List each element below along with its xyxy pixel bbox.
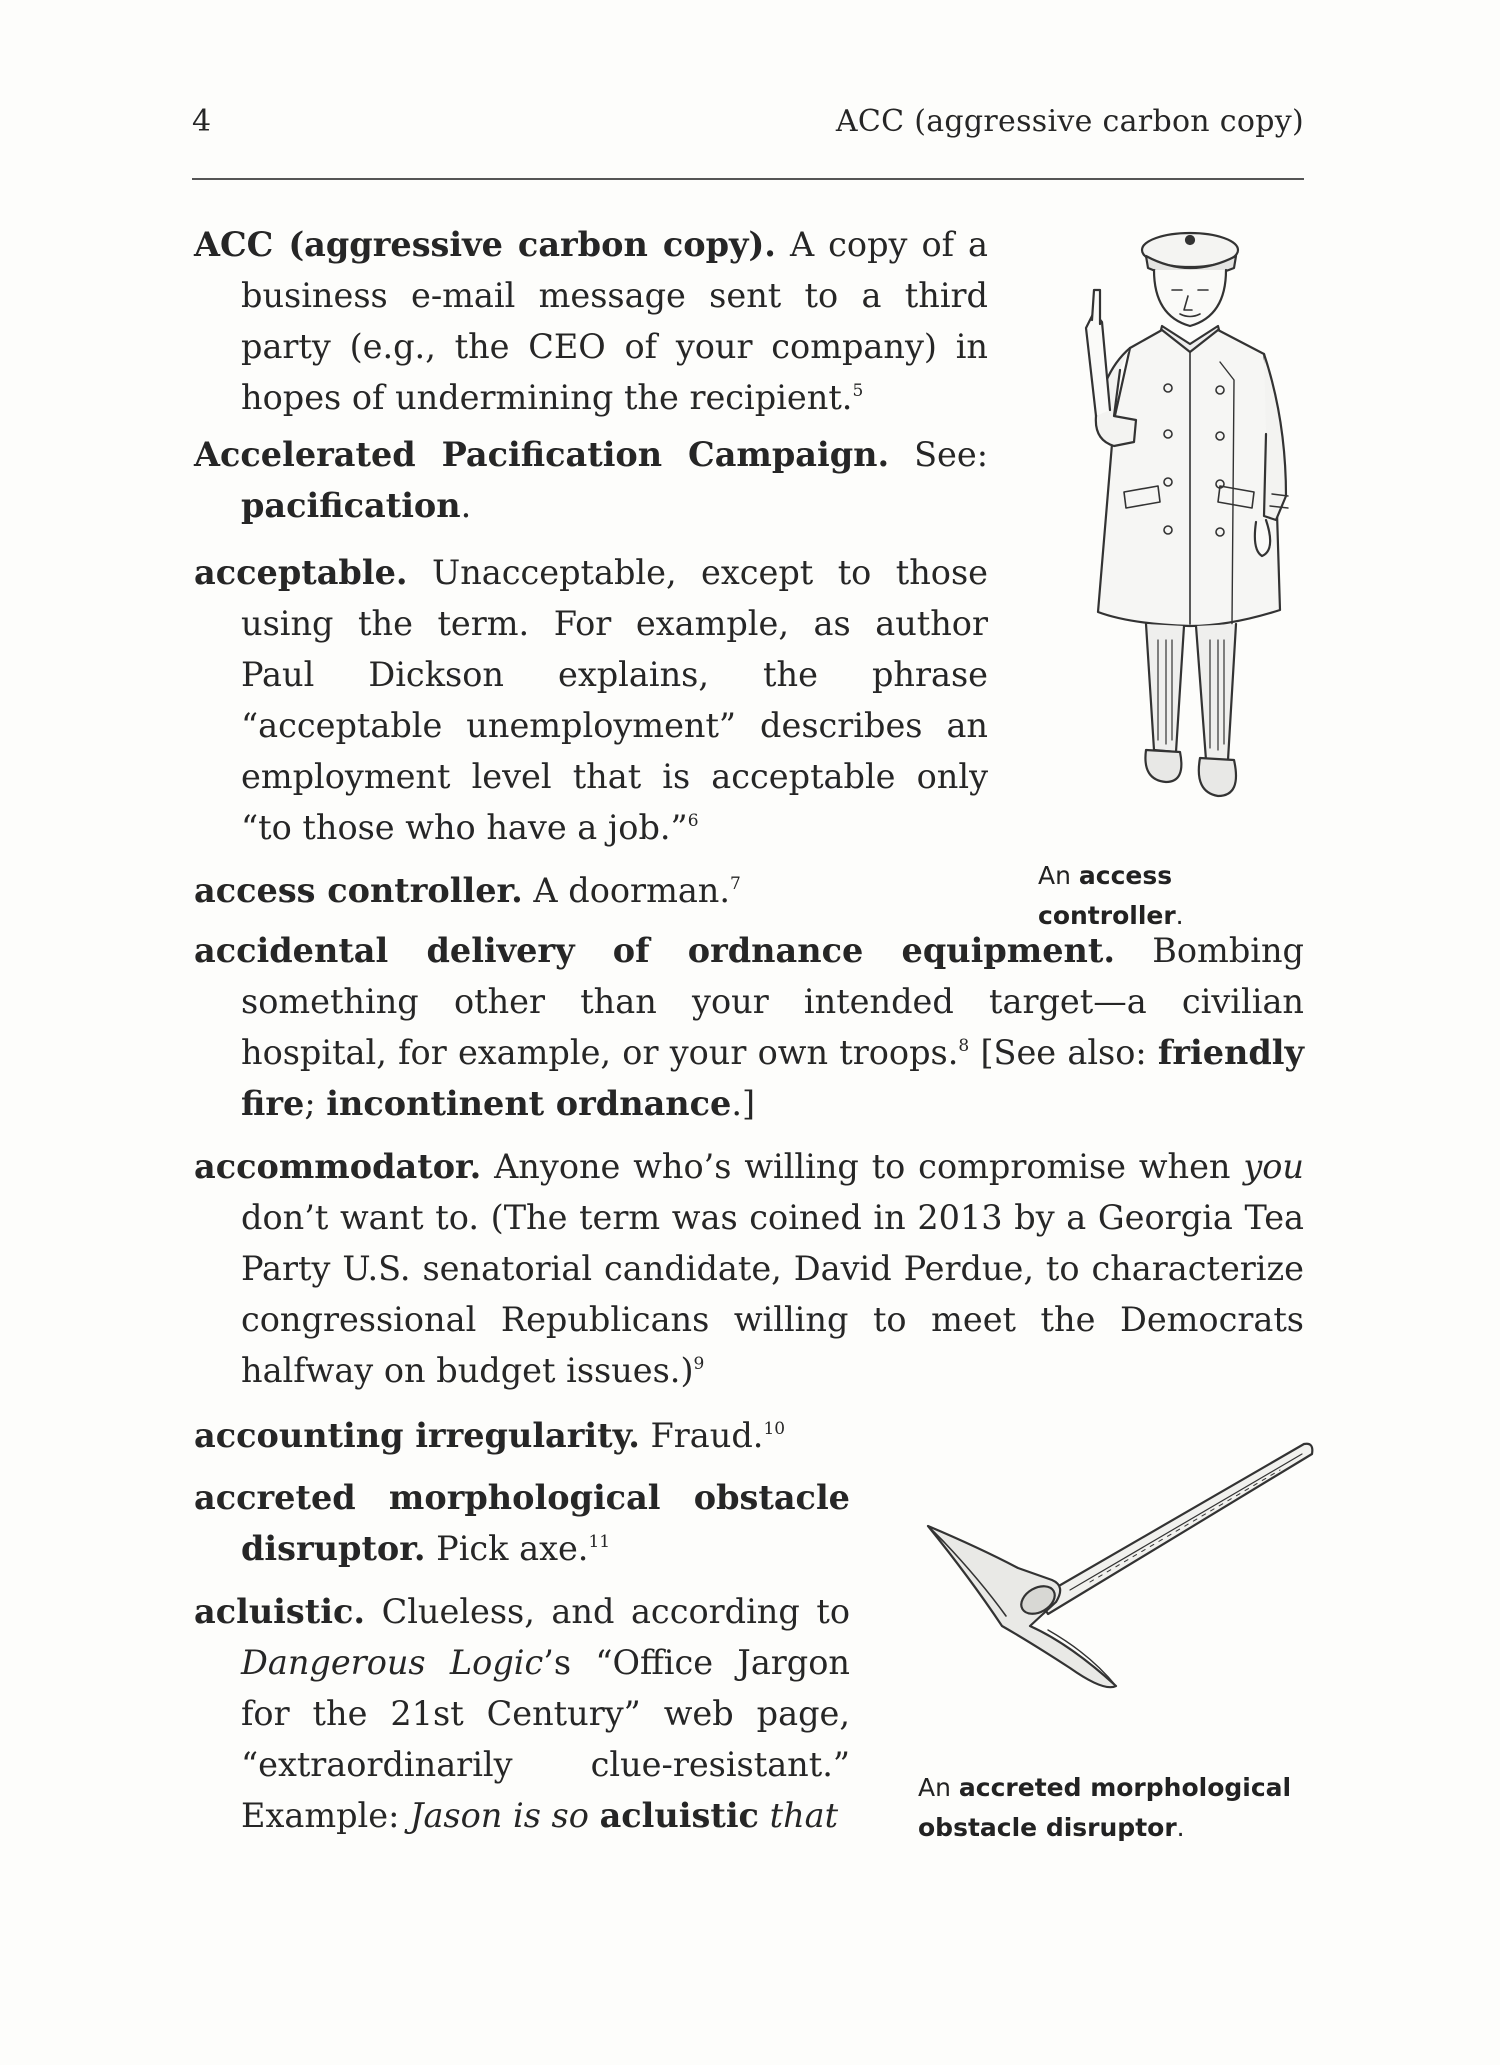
entry-definition: A doorman. [522, 871, 731, 910]
see-also-label: [See also: [969, 1033, 1158, 1072]
footnote-ref: 9 [693, 1354, 705, 1374]
entry-term: acceptable. [194, 553, 408, 592]
footnote-ref: 8 [958, 1036, 970, 1056]
footnote-ref: 7 [730, 874, 741, 894]
entry-pacification [194, 429, 988, 531]
footnote-ref: 11 [588, 1532, 611, 1552]
footnote-ref: 10 [763, 1419, 786, 1439]
separator: ; [304, 1084, 327, 1123]
entry-accidental-delivery [194, 925, 1304, 1129]
cross-reference: incontinent ordnance [326, 1084, 732, 1123]
entry-term: accounting irregularity. [194, 1416, 640, 1455]
entry-term: accreted morphological obstacle disruptor. [194, 1478, 850, 1568]
entry-accreted [194, 1472, 850, 1574]
page-number: 4 [192, 104, 212, 139]
cross-reference: friendly fire [241, 1033, 1304, 1123]
header-rule [192, 178, 1304, 180]
entry-accommodator [194, 1141, 1304, 1396]
entry-definition: Pick axe. [425, 1529, 589, 1568]
see-label: See: [889, 435, 988, 474]
footnote-ref: 6 [687, 811, 699, 831]
caption-pickaxe: An accreted morphological obstacle disruptor. [918, 1773, 1292, 1842]
entry-access-controller [194, 865, 988, 916]
entry-acluistic [194, 1586, 850, 1841]
entry-definition: Bombing something other than your intended target—a civilian hospital, for example, or your own troops. [241, 931, 1304, 1072]
entry-term: acluistic. [194, 1592, 366, 1631]
caption-doorman: An access controller. [1038, 861, 1184, 930]
entry-term: accidental delivery of ordnance equipment. [194, 931, 1116, 970]
running-head: ACC (aggressive carbon copy) [835, 104, 1304, 139]
emphasis: you [1243, 1147, 1304, 1186]
example-text: Jason is so [410, 1796, 600, 1835]
doorman-illustration [1050, 220, 1310, 830]
entry-definition-cont: ’s “Office Jargon for the 21st Century” web page, “extraordinarily clue-resistant.” Example: [241, 1643, 850, 1835]
entry-definition: Unacceptable, except to those using the term. For example, as author Paul Dickson explains, the phrase “acceptable unemployment” describes an employment level that is acceptable only “to those who have a job.” [241, 553, 988, 847]
example-term: acluistic [599, 1796, 759, 1835]
pickaxe-illustration [920, 1430, 1320, 1710]
punctuation: . [460, 486, 472, 525]
entry-definition: Fraud. [639, 1416, 764, 1455]
footnote-ref: 5 [852, 381, 864, 401]
entry-term: Accelerated Pacification Campaign. [194, 435, 890, 474]
entry-term: access controller. [194, 871, 523, 910]
entry-definition: Clueless, and according to [365, 1592, 850, 1631]
entry-term: ACC (aggressive carbon copy). [194, 225, 776, 264]
entry-acc [194, 219, 988, 423]
source-title: Dangerous Logic [241, 1643, 544, 1682]
entry-term: accommodator. [194, 1147, 482, 1186]
example-text-cont: that [758, 1796, 839, 1835]
entry-definition: A copy of a business e-mail message sent to a third party (e.g., the CEO of your company) in hopes of undermining the recipient. [241, 225, 988, 417]
entry-definition-cont: don’t want to. (The term was coined in 2013 by a Georgia Tea Party U.S. senatorial candidate, David Perdue, to characterize congressional Republicans willing to meet the Democrats halfway on budget issues.) [241, 1198, 1304, 1390]
punctuation: .] [731, 1084, 756, 1123]
entry-definition: Anyone who’s willing to compromise when [481, 1147, 1244, 1186]
cross-reference: pacification [241, 486, 461, 525]
entry-acceptable [194, 547, 988, 853]
